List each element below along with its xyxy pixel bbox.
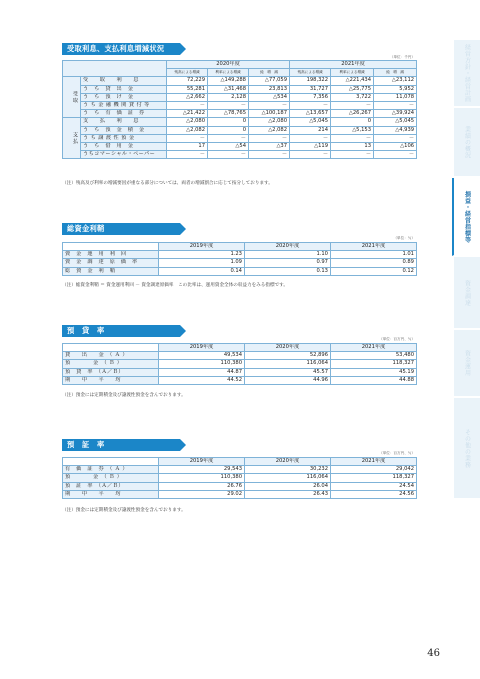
note-interest: （注）残高及び利率の増減要因が重なる部分については、両者の増減割合に応じて按分しております。 xyxy=(62,181,273,186)
cell-value: △23,112 xyxy=(374,77,417,85)
loan-table xyxy=(62,343,417,385)
cell-value: 24.56 xyxy=(331,490,417,498)
header-year: 2019年度 xyxy=(159,243,245,251)
cell-value: 11,078 xyxy=(374,93,417,101)
cell-value: 0.13 xyxy=(245,267,331,275)
cell-value: － xyxy=(331,102,374,110)
table-row xyxy=(63,102,417,110)
cell-value: 1.10 xyxy=(245,251,331,259)
cell-value: － xyxy=(374,134,417,142)
cell-value: 118,327 xyxy=(331,360,417,368)
table-row xyxy=(63,126,417,134)
row-label: 資 金 運 用 利 回 xyxy=(63,251,159,259)
table-row xyxy=(63,352,417,360)
table-row xyxy=(63,110,417,118)
unit-securities: （単位：百万円、％） xyxy=(379,451,415,455)
sidebar-tab[interactable]: 資金調達 xyxy=(454,257,480,329)
cell-value: △39,924 xyxy=(374,110,417,118)
section-title-interest: 受取利息、支払利息増減状況 xyxy=(62,43,180,55)
sub-header: 残高による増減 xyxy=(290,69,331,77)
row-label: 期 中 平 均 xyxy=(63,376,159,384)
interest-table xyxy=(62,60,417,159)
cell-value: △26,267 xyxy=(331,110,374,118)
cell-value: － xyxy=(290,134,331,142)
section-title-securities: 預 証 率 xyxy=(62,439,180,451)
row-label: 貸 出 金 （ Ａ ） xyxy=(63,352,159,360)
cell-value: △100,187 xyxy=(249,110,290,118)
group-label: 受取 xyxy=(63,77,81,118)
header-blank xyxy=(63,344,159,352)
cell-value: △119 xyxy=(290,143,331,151)
cell-value: － xyxy=(290,151,331,159)
cell-value: 1.01 xyxy=(331,251,417,259)
table-row xyxy=(63,118,417,126)
sub-header: 純 増 減 xyxy=(374,69,417,77)
cell-value: 72,229 xyxy=(167,77,208,85)
cell-value: 110,380 xyxy=(159,360,245,368)
row-label: う ち 預 金 積 金 xyxy=(81,126,167,134)
header-year: 2020年度 xyxy=(245,243,331,251)
cell-value: 116,064 xyxy=(245,360,331,368)
table-row xyxy=(63,134,417,142)
cell-value: － xyxy=(208,151,249,159)
sub-header: 利率による増減 xyxy=(208,69,249,77)
cell-value: 1.23 xyxy=(159,251,245,259)
row-label: う ち 預 け 金 xyxy=(81,93,167,101)
cell-value: 29.02 xyxy=(159,490,245,498)
header-year: 2021年度 xyxy=(331,458,417,466)
cell-value: 26.76 xyxy=(159,482,245,490)
cell-value: － xyxy=(290,102,331,110)
cell-value: － xyxy=(331,134,374,142)
cell-value: 0 xyxy=(331,118,374,126)
header-blank xyxy=(63,458,159,466)
cell-value: 49,534 xyxy=(159,352,245,360)
group-label: 支払 xyxy=(63,118,81,159)
sub-header: 残高による増減 xyxy=(167,69,208,77)
sidebar-tab[interactable]: 資金運用 xyxy=(454,330,480,397)
table-row xyxy=(63,360,417,368)
header-year: 2020年度 xyxy=(167,61,290,69)
row-label: 預 金 （ Ｂ ） xyxy=(63,360,159,368)
sidebar-tab[interactable]: その他の業務 xyxy=(454,398,480,499)
cell-value: 0 xyxy=(208,126,249,134)
cell-value: 3,722 xyxy=(331,93,374,101)
row-label: 預 証 率 （Ａ／Ｂ） xyxy=(63,482,159,490)
table-row xyxy=(63,490,417,498)
cell-value: 45.57 xyxy=(245,368,331,376)
cell-value: 44.96 xyxy=(245,376,331,384)
cell-value: 13 xyxy=(331,143,374,151)
table-row xyxy=(63,368,417,376)
table-row xyxy=(63,267,417,275)
sidebar-tab[interactable]: 損益・経営指標等 xyxy=(452,178,480,256)
table-row xyxy=(63,77,417,85)
row-label: 預 金 （ Ｂ ） xyxy=(63,474,159,482)
cell-value: － xyxy=(331,151,374,159)
cell-value: △2,082 xyxy=(167,126,208,134)
header-year: 2021年度 xyxy=(331,243,417,251)
section-title-loan: 預 貸 率 xyxy=(62,325,180,337)
cell-value: △2,080 xyxy=(249,118,290,126)
row-label: 資 金 調 達 原 価 率 xyxy=(63,259,159,267)
cell-value: 44.88 xyxy=(331,376,417,384)
cell-value: 24.54 xyxy=(331,482,417,490)
table-row xyxy=(63,482,417,490)
row-label: 受 取 利 息 xyxy=(81,77,167,85)
cell-value: △2,662 xyxy=(167,93,208,101)
cell-value: 26.04 xyxy=(245,482,331,490)
cell-value: △534 xyxy=(249,93,290,101)
cell-value: △149,288 xyxy=(208,77,249,85)
cell-value: △4,939 xyxy=(374,126,417,134)
row-label: 有 価 証 券 （ Ａ ） xyxy=(63,466,159,474)
cell-value: － xyxy=(208,102,249,110)
row-label: 預 貸 率 （Ａ／Ｂ） xyxy=(63,368,159,376)
securities-table xyxy=(62,457,417,499)
cell-value: 0.12 xyxy=(331,267,417,275)
cell-value: △5,045 xyxy=(290,118,331,126)
header-blank xyxy=(63,61,167,77)
cell-value: △2,080 xyxy=(167,118,208,126)
note-securities: （注）預金には定期積金及び譲渡性預金を含んでおります。 xyxy=(62,508,186,513)
cell-value: 17 xyxy=(167,143,208,151)
cell-value: △25,775 xyxy=(331,85,374,93)
cell-value: － xyxy=(208,134,249,142)
cell-value: － xyxy=(167,102,208,110)
table-row xyxy=(63,376,417,384)
cell-value: △106 xyxy=(374,143,417,151)
cell-value: 29,543 xyxy=(159,466,245,474)
cell-value: 29,042 xyxy=(331,466,417,474)
cell-value: 52,896 xyxy=(245,352,331,360)
cell-value: － xyxy=(374,151,417,159)
row-label: う ち 金 融 機 関 貸 付 等 xyxy=(81,102,167,110)
row-label: 支 払 利 息 xyxy=(81,118,167,126)
cell-value: 45.19 xyxy=(331,368,417,376)
cell-value: － xyxy=(249,134,290,142)
cell-value: △2,082 xyxy=(249,126,290,134)
header-year: 2021年度 xyxy=(290,61,417,69)
cell-value: △31,468 xyxy=(208,85,249,93)
cell-value: 214 xyxy=(290,126,331,134)
row-label: う ち 譲 渡 性 預 金 xyxy=(81,134,167,142)
header-year: 2019年度 xyxy=(159,344,245,352)
cell-value: 2,128 xyxy=(208,93,249,101)
cell-value: 0.89 xyxy=(331,259,417,267)
cell-value: △13,657 xyxy=(290,110,331,118)
table-row xyxy=(63,259,417,267)
row-label: うちコマーシャル・ペーパー xyxy=(81,151,167,159)
unit-interest: （単位：千円） xyxy=(389,55,415,59)
row-label: 期 中 平 均 xyxy=(63,490,159,498)
page-number: 46 xyxy=(427,648,440,659)
header-blank xyxy=(63,243,159,251)
sidebar-tab[interactable]: 業績の概況 xyxy=(454,108,480,177)
sub-header: 利率による増減 xyxy=(331,69,374,77)
cell-value: 118,327 xyxy=(331,474,417,482)
table-row xyxy=(63,474,417,482)
row-label: う ち 借 用 金 xyxy=(81,143,167,151)
header-year: 2021年度 xyxy=(331,344,417,352)
cell-value: 53,480 xyxy=(331,352,417,360)
cell-value: △21,422 xyxy=(167,110,208,118)
cell-value: △37 xyxy=(249,143,290,151)
cell-value: △78,765 xyxy=(208,110,249,118)
note-margin: （注）総資金利鞘 ＝ 資金運用利回 － 資金調達原価率 この比率は、運用資金全体の収益力をみる指標です。 xyxy=(62,283,288,288)
table-row xyxy=(63,151,417,159)
note-loan: （注）預金には定期積金及び譲渡性預金を含んでおります。 xyxy=(62,393,186,398)
unit-margin: （単位：％） xyxy=(393,236,415,240)
cell-value: 116,064 xyxy=(245,474,331,482)
cell-value: 0 xyxy=(208,118,249,126)
cell-value: △221,434 xyxy=(331,77,374,85)
cell-value: △5,153 xyxy=(331,126,374,134)
header-year: 2020年度 xyxy=(245,344,331,352)
cell-value: 23,813 xyxy=(249,85,290,93)
cell-value: 198,322 xyxy=(290,77,331,85)
table-row xyxy=(63,466,417,474)
cell-value: － xyxy=(374,102,417,110)
cell-value: △77,059 xyxy=(249,77,290,85)
cell-value: － xyxy=(167,134,208,142)
cell-value: 110,380 xyxy=(159,474,245,482)
table-row xyxy=(63,251,417,259)
cell-value: 7,356 xyxy=(290,93,331,101)
cell-value: 26.43 xyxy=(245,490,331,498)
row-label: う ち 有 価 証 券 xyxy=(81,110,167,118)
cell-value: △5,045 xyxy=(374,118,417,126)
cell-value: 30,232 xyxy=(245,466,331,474)
table-row xyxy=(63,85,417,93)
header-year: 2020年度 xyxy=(245,458,331,466)
header-year: 2019年度 xyxy=(159,458,245,466)
cell-value: － xyxy=(167,151,208,159)
margin-table xyxy=(62,242,417,276)
cell-value: 44.52 xyxy=(159,376,245,384)
table-row xyxy=(63,93,417,101)
cell-value: △54 xyxy=(208,143,249,151)
sub-header: 純 増 減 xyxy=(249,69,290,77)
section-title-margin: 総資金利鞘 xyxy=(62,223,180,235)
cell-value: 0.14 xyxy=(159,267,245,275)
cell-value: － xyxy=(249,102,290,110)
sidebar-tab[interactable]: 経営方針・経営計画 xyxy=(454,40,480,107)
table-row xyxy=(63,143,417,151)
row-label: 総 資 金 利 鞘 xyxy=(63,267,159,275)
cell-value: 5,952 xyxy=(374,85,417,93)
unit-loan: （単位：百万円、％） xyxy=(379,337,415,341)
row-label: う ち 貸 出 金 xyxy=(81,85,167,93)
cell-value: 44.87 xyxy=(159,368,245,376)
cell-value: 31,727 xyxy=(290,85,331,93)
cell-value: － xyxy=(249,151,290,159)
cell-value: 1.09 xyxy=(159,259,245,267)
cell-value: 0.97 xyxy=(245,259,331,267)
cell-value: 55,281 xyxy=(167,85,208,93)
